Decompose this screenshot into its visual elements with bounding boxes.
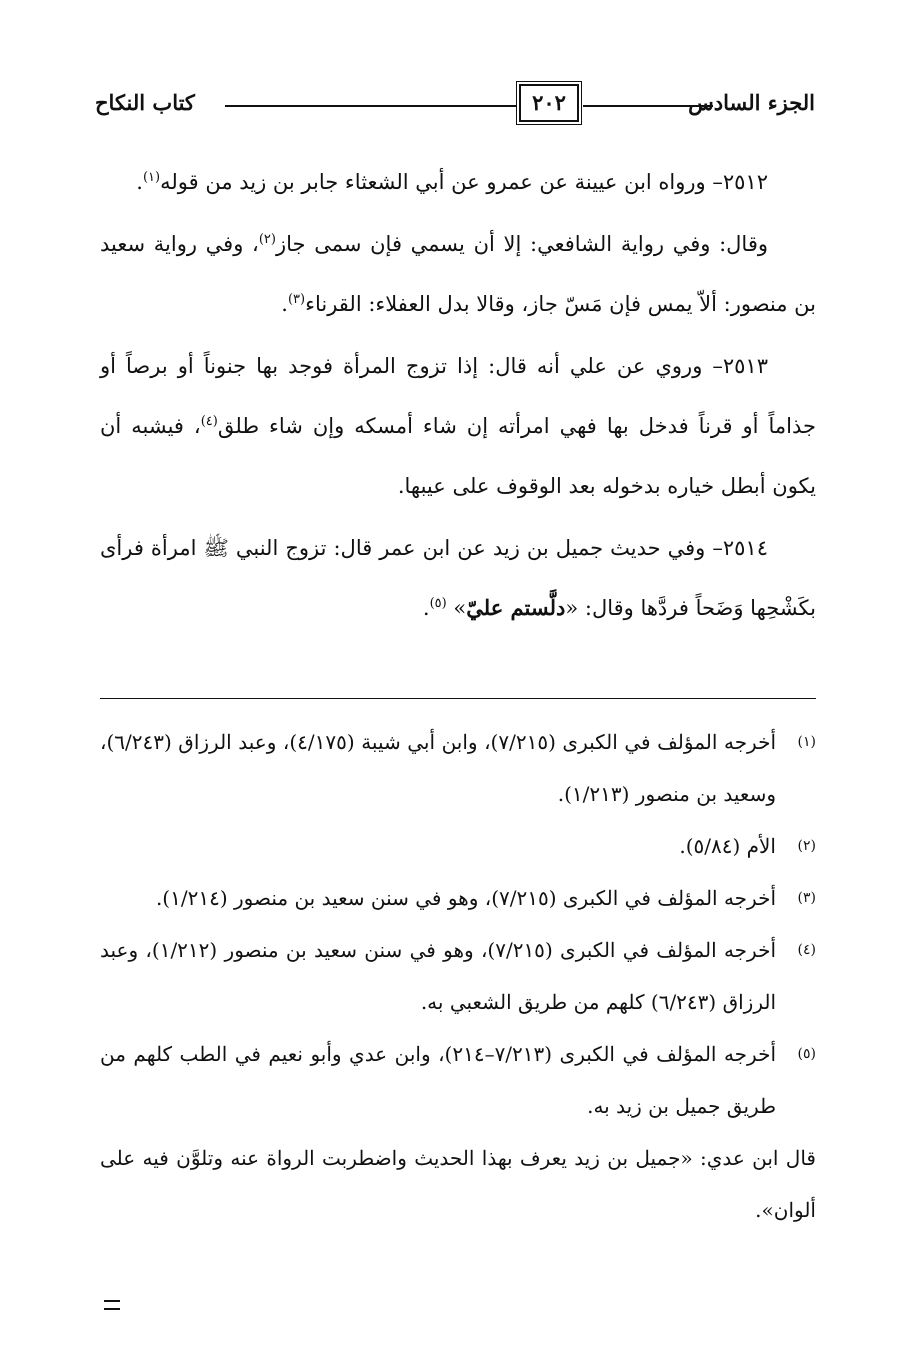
footnote-number: (٤) bbox=[797, 942, 816, 958]
paragraph-text: ، فيشبه أن يكون أبطل خياره بدخوله بعد الوقوف على عيبها. bbox=[100, 414, 816, 498]
footnote-number: (١) bbox=[797, 734, 816, 750]
footnote-number: (٥) bbox=[797, 1046, 816, 1062]
page-header bbox=[95, 84, 815, 128]
footnote-separator bbox=[100, 698, 816, 699]
footnote-text: أخرجه المؤلف في الكبرى (٧/٢١٣–٢١٤)، وابن عدي وأبو نعيم في الطب كلهم من طريق جميل بن زيد به. bbox=[100, 1042, 776, 1118]
punctuation: . bbox=[281, 292, 288, 316]
footnote-text: قال ابن عدي: «جميل بن زيد يعرف بهذا الحديث واضطربت الرواة عنه وتلوَّن فيه على ألوان». bbox=[100, 1146, 816, 1222]
footnote-3 bbox=[100, 872, 816, 924]
paragraph-text: ٢٥١٢– ورواه ابن عيينة عن عمرو عن أبي الشعثاء جابر بن زيد من قوله bbox=[160, 170, 768, 194]
footnote-ref: (٣) bbox=[287, 292, 306, 307]
paragraph-2512 bbox=[100, 152, 816, 212]
paragraph-text: ، وفي رواية سعيد بن منصور: ألاّ يمس فإن مَسّ جاز، وقالا بدل العفلاء: القرناء bbox=[100, 232, 816, 316]
paragraph-text: ٢٥١٣– وروي عن علي أنه قال: إذا تزوج المرأة فوجد بها جنوناً أو برصاً أو جذاماً أو قرناً فدخل بها فهي امرأته إن شاء أمسكه وإن شاء طلق bbox=[100, 354, 816, 438]
main-text bbox=[100, 152, 816, 640]
footnote-2 bbox=[100, 820, 816, 872]
punctuation: . bbox=[136, 170, 143, 194]
paragraph-text: » bbox=[453, 596, 467, 620]
paragraph-text: ٢٥١٤– وفي حديث جميل بن زيد عن ابن عمر قال: تزوج النبي ﷺ امرأة فرأى بكَشْحِها وَضَحاً فردَّها وقال: « bbox=[100, 536, 816, 620]
footnotes bbox=[100, 716, 816, 1236]
footnote-text: أخرجه المؤلف في الكبرى (٧/٢١٥)، وهو في سنن سعيد بن منصور (١/٢١٤). bbox=[155, 886, 776, 910]
footnote-4 bbox=[100, 924, 816, 1028]
footnote-ref: (٤) bbox=[200, 414, 218, 429]
volume-title: الجزء السادس bbox=[688, 90, 815, 115]
paragraph-2513 bbox=[100, 336, 816, 516]
footnote-5 bbox=[100, 1028, 816, 1132]
footnote-5-continuation bbox=[100, 1132, 816, 1236]
header-rule-left bbox=[225, 105, 517, 107]
hadith-quote: دلَّستم عليّ bbox=[466, 595, 566, 620]
punctuation: . bbox=[422, 596, 430, 620]
footnote-number: (٢) bbox=[797, 838, 816, 854]
book-title: كتاب النكاح bbox=[95, 90, 195, 115]
footnote-text: الأم (٥/٨٤). bbox=[679, 834, 776, 858]
footnote-number: (٣) bbox=[797, 890, 816, 906]
footnote-text: أخرجه المؤلف في الكبرى (٧/٢١٥)، وابن أبي شيبة (٤/١٧٥)، وعبد الرزاق (٦/٢٤٣)، وسعيد بن منصور (١/٢١٣). bbox=[100, 730, 777, 806]
footnote-ref: (١) bbox=[142, 170, 161, 185]
footnote-1 bbox=[100, 716, 816, 820]
footnote-ref: (٥) bbox=[429, 596, 447, 611]
page-number: ٢٠٢ bbox=[519, 84, 579, 122]
footnote-ref: (٢) bbox=[258, 232, 276, 247]
paragraph-2514 bbox=[100, 518, 816, 638]
paragraph-text: وقال: وفي رواية الشافعي: إلا أن يسمي فإن سمى جاز bbox=[275, 232, 769, 256]
paragraph-shafii bbox=[100, 214, 816, 334]
footnote-text: أخرجه المؤلف في الكبرى (٧/٢١٥)، وهو في سنن سعيد بن منصور (١/٢١٢)، وعبد الرزاق (٦/٢٤٣) كلهم من طريق الشعبي به. bbox=[100, 938, 776, 1014]
page-end-mark bbox=[104, 1300, 120, 1310]
header-rule-right bbox=[583, 105, 713, 107]
